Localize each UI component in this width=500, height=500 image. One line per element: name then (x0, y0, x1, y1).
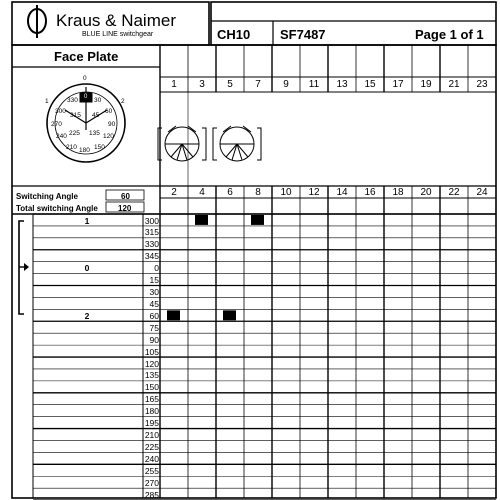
contact-column-number: 17 (392, 79, 404, 90)
contact-column-number: 20 (420, 187, 432, 198)
contact-column-number: 23 (476, 79, 488, 90)
closed-contact-mark (167, 310, 180, 320)
dial-label: 180 (79, 147, 90, 154)
contact-column-number: 6 (227, 187, 233, 198)
contact-column-number: 14 (336, 187, 348, 198)
angle-label: 15 (149, 275, 159, 286)
total-switching-angle-value: 120 (118, 204, 132, 213)
contact-column-number: 19 (420, 79, 432, 90)
angle-label: 225 (144, 441, 159, 452)
angle-label: 240 (144, 453, 159, 464)
program-number: SF7487 (280, 27, 326, 42)
angle-label: 210 (144, 430, 159, 441)
contact-column-number: 2 (171, 187, 177, 198)
dial-label: 0 (83, 75, 87, 82)
closed-contact-mark (195, 215, 208, 225)
contact-column-number: 4 (199, 187, 205, 198)
angle-label: 345 (144, 251, 159, 262)
contact-column-number: 8 (255, 187, 261, 198)
position-label: 2 (84, 310, 90, 321)
contact-column-number: 21 (448, 79, 460, 90)
angle-label: 45 (149, 298, 159, 309)
contact-symbol-icon (158, 126, 206, 161)
contact-column-number: 12 (308, 187, 320, 198)
contact-column-number: 1 (171, 79, 177, 90)
dial-label: 45 (92, 112, 100, 119)
angle-label: 330 (144, 239, 159, 250)
dial-label: 120 (103, 133, 114, 140)
angle-label: 135 (144, 370, 159, 381)
angle-label: 300 (144, 215, 159, 226)
angle-label: 195 (144, 418, 159, 429)
brand-name: Kraus & Naimer (56, 11, 176, 30)
angle-label: 120 (144, 358, 159, 369)
dial-label: 210 (66, 144, 77, 151)
dial-label: 270 (51, 121, 62, 128)
dial-label: 2 (121, 98, 125, 105)
angle-label: 90 (149, 334, 159, 345)
dial-label: 330 (67, 97, 78, 104)
contact-column-number: 7 (255, 79, 261, 90)
dial-label: 30 (94, 97, 102, 104)
angle-label: 315 (144, 227, 159, 238)
kraus-naimer-logo-icon (28, 5, 46, 38)
angle-label: 165 (144, 394, 159, 405)
dial-label: 135 (89, 130, 100, 137)
closed-contact-mark (223, 310, 236, 320)
dial-label: 60 (105, 108, 113, 115)
contact-column-number: 22 (448, 187, 460, 198)
contact-column-number: 15 (364, 79, 376, 90)
position-label: 1 (84, 215, 90, 226)
dial-label: 240 (56, 133, 67, 140)
model-number: CH10 (217, 27, 251, 42)
dial-label: 1 (45, 98, 49, 105)
contact-column-number: 13 (336, 79, 348, 90)
contact-column-number: 5 (227, 79, 233, 90)
dial-center-mark: 0 (84, 94, 88, 100)
dial-label: 225 (69, 130, 80, 137)
dial-label: 300 (55, 108, 66, 115)
angle-label: 75 (149, 322, 159, 333)
contact-column-number: 10 (280, 187, 292, 198)
contact-column-number: 16 (364, 187, 376, 198)
angle-label: 60 (149, 310, 159, 321)
switching-angle-value: 60 (121, 192, 130, 201)
angle-label: 270 (144, 477, 159, 488)
angle-label: 0 (154, 263, 159, 274)
contact-column-number: 3 (199, 79, 205, 90)
face-plate-title: Face Plate (54, 49, 119, 64)
current-position-arrow-icon (19, 263, 29, 271)
dial-label: 315 (70, 112, 81, 119)
angle-label: 180 (144, 406, 159, 417)
page-indicator: Page 1 of 1 (415, 27, 484, 42)
contact-column-number: 11 (308, 79, 320, 90)
position-label: 0 (84, 263, 90, 274)
angle-label: 105 (144, 346, 159, 357)
angle-label: 255 (144, 465, 159, 476)
brand-tagline: BLUE LINE switchgear (82, 31, 154, 38)
dial-label: 150 (94, 144, 105, 151)
dial-label: 90 (108, 121, 116, 128)
angle-label: 30 (149, 287, 159, 298)
contact-column-number: 18 (392, 187, 404, 198)
contact-column-number: 9 (283, 79, 289, 90)
total-switching-angle-label: Total switching Angle (16, 204, 98, 213)
angle-label: 150 (144, 382, 159, 393)
switching-angle-label: Switching Angle (16, 192, 78, 201)
contact-symbol-icon (213, 126, 261, 161)
contact-column-number: 24 (476, 187, 488, 198)
angle-label: 285 (144, 489, 159, 500)
closed-contact-mark (251, 215, 264, 225)
